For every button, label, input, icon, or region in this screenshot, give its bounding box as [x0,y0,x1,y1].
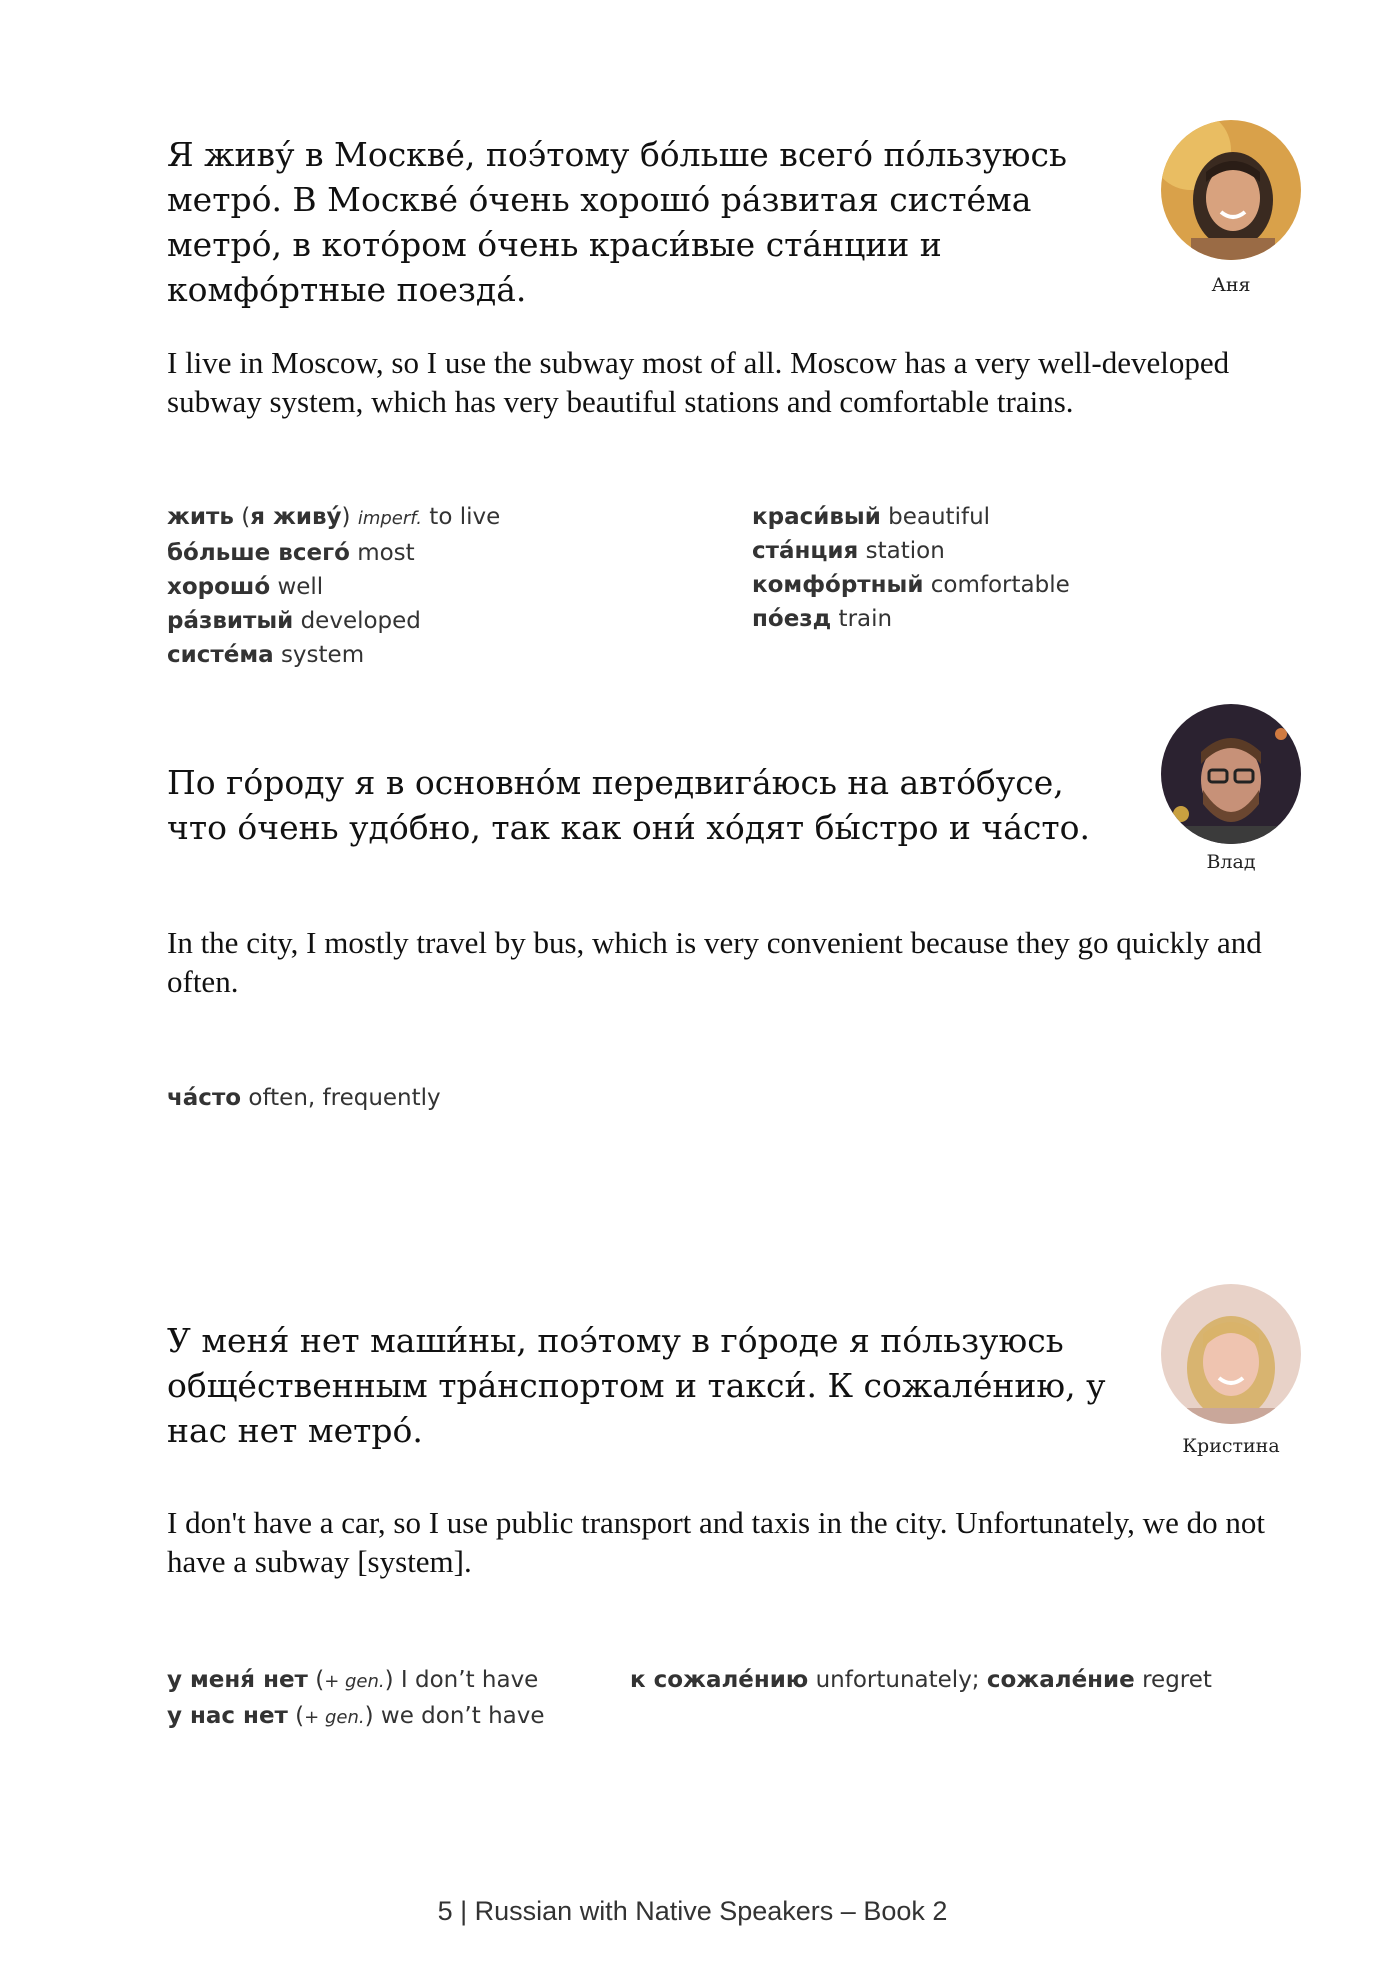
russian-text: У меня́ нет маши́ны, поэ́тому в го́роде я по́льзуюсь обще́ственным тра́нспортом и такси́. К сожале́нию, у нас нет метро́. [167,1321,1106,1450]
vocab-item: у меня́ нет (+ gen.) I don’t have [167,1667,539,1693]
vocab-item: жить (я живу́) imperf. to live [167,504,501,530]
vocab-list-right [630,1663,1212,1697]
vocab-item: краси́вый beautiful [752,504,991,530]
vocab-item: комфо́ртный comfortable [752,572,1070,598]
avatar-kristina-portrait [1161,1284,1301,1424]
vocab-item: ста́нция station [752,538,945,564]
avatar-anya-portrait [1161,120,1301,260]
english-translation: I live in Moscow, so I use the subway most of all. Moscow has a very well-developed subway system, which has very beautiful stations and comfortable trains. [167,345,1230,419]
vocab-item: по́езд train [752,606,893,632]
avatar-anya [1161,120,1301,260]
vocab-item: у нас нет (+ gen.) we don’t have [167,1703,545,1729]
vocab-item: хорошо́ well [167,574,324,600]
vocab-list-left [167,500,500,672]
vocab-item: ча́сто often, frequently [167,1085,441,1111]
vocab-list-left [167,1663,545,1735]
avatar-kristina [1161,1284,1301,1424]
vocab-item: бо́льше всего́ most [167,540,415,566]
speaker-name: Аня [1211,274,1251,296]
vocab-item: ра́звитый developed [167,608,421,634]
russian-text: Я живу́ в Москве́, поэ́тому бо́льше всего́ по́льзуюсь метро́. В Москве́ о́чень хорошо́ ра́звитая систе́ма метро́, в кото́ром о́чень краси́вые ста́нции и комфо́ртные поезда́. [167,135,1067,309]
russian-text: По го́роду я в основно́м передвига́юсь на авто́бусе, что о́чень удо́бно, так как они́ хо́дят бы́стро и ча́сто. [167,763,1091,847]
english-translation: In the city, I mostly travel by bus, which is very convenient because they go quickly and often. [167,925,1262,999]
page-footer: 5 | Russian with Native Speakers – Book 2 [437,1896,948,1926]
english-translation: I don't have a car, so I use public transport and taxis in the city. Unfortunately, we do not have a subway [system]. [167,1505,1265,1579]
vocab-item: к сожале́нию unfortunately; сожале́ние regret [630,1667,1212,1693]
vocab-list-left [167,1081,441,1115]
avatar-vlad-portrait [1161,704,1301,844]
vocab-list-right [752,500,1070,636]
vocab-item: систе́ма system [167,642,365,668]
speaker-name: Кристина [1182,1435,1280,1457]
speaker-name: Влад [1206,851,1256,873]
avatar-vlad [1161,704,1301,844]
